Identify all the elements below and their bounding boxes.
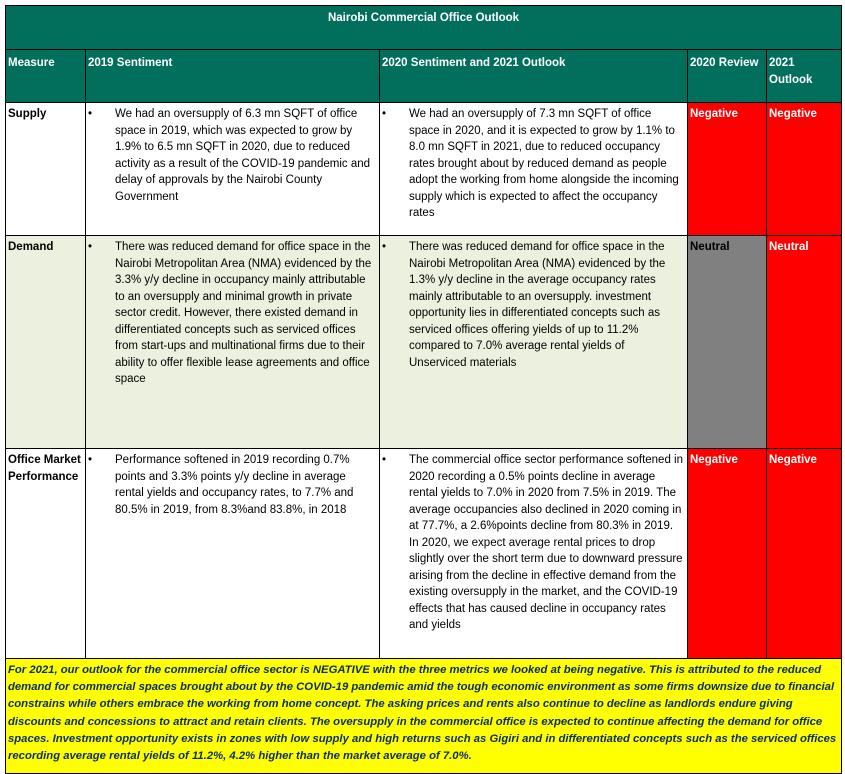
measure-cell: Office Market Performance [6, 449, 86, 659]
header-2020-review: 2020 Review [688, 50, 767, 103]
sentiment-2019-cell [86, 449, 380, 659]
sentiment-2019-cell [86, 103, 380, 236]
sentiment-2020-cell [380, 103, 688, 236]
sentiment-text: The commercial office sector performance softened in 2020 recording a 0.5% points decline in average rental yields to 7.0% in 2020 from 7.5% in 2019. The average occupancies also declined in 2020 coming in at 77.7%, a 2.6%points decline from 80.3% in 2019. In 2020, we expect average rental prices to drop slightly over the short term due to downward pressure arising from the decline in effective demand from the existing oversupply in the market, and the COVID-19 effects that has caused decline in occupancy rates and yields [409, 454, 683, 631]
header-2020-sentiment: 2020 Sentiment and 2021 Outlook [380, 50, 688, 103]
header-2019-sentiment: 2019 Sentiment [86, 50, 380, 103]
measure-cell: Demand [6, 236, 86, 449]
bullet-icon: • [382, 454, 387, 466]
sentiment-text: There was reduced demand for office space in the Nairobi Metropolitan Area (NMA) evidenced by the 3.3% y/y decline in occupancy mainly attributable to an oversupply and minimal growth in private sector credit. However, there existed demand in differentiated concepts such as serviced offices from start-ups and multinational firms due to their ability to offer flexible lease agreements and office space [115, 241, 372, 385]
summary-text: For 2021, our outlook for the commercial office sector is NEGATIVE with the three metrics we looked at being negative. This is attributed to the reduced demand for commercial spaces brought about by the COVID-19 pandemic amid the tough economic environment as some firms downsize due to financial constrains while others embrace the working from home concept. The asking prices and rents also continue to decline as landlords endure giving discounts and concessions to attract and retain clients. The oversupply in the commercial office is expected to continue affecting the demand for office spaces. Investment opportunity exists in zones with low supply and high returns such as Gigiri and in differentiated concepts such as the serviced offices recording average rental yields of 11.2%, 4.2% higher than the market average of 7.0%. [6, 659, 842, 774]
review-2020-badge: Neutral [688, 236, 767, 449]
table-title: Nairobi Commercial Office Outlook [6, 6, 842, 50]
review-2020-badge: Negative [688, 103, 767, 236]
header-row [6, 50, 842, 103]
sentiment-2019-cell [86, 236, 380, 449]
sentiment-2020-cell [380, 236, 688, 449]
table-row-performance [6, 449, 842, 659]
header-measure: Measure [6, 50, 86, 103]
title-row [6, 6, 842, 50]
sentiment-2020-cell [380, 449, 688, 659]
bullet-icon: • [88, 241, 93, 253]
bullet-icon: • [382, 241, 387, 253]
office-outlook-table [5, 5, 842, 774]
bullet-icon: • [88, 108, 93, 120]
table-row-supply [6, 103, 842, 236]
sentiment-text: We had an oversupply of 7.3 mn SQFT of office space in 2020, and it is expected to grow by 1.1% to 8.0 mn SQFT in 2021, due to reduced occupancy rates brought about by reduced demand as people adopt the working from home alongside the incoming supply which is expected to affect the occupancy rates [409, 108, 679, 219]
table-row-demand [6, 236, 842, 449]
header-2021-outlook: 2021 Outlook [767, 50, 842, 103]
outlook-2021-badge: Negative [767, 103, 842, 236]
outlook-2021-badge: Neutral [767, 236, 842, 449]
sentiment-text: There was reduced demand for office space in the Nairobi Metropolitan Area (NMA) evidenced by the 1.3% y/y decline in the average occupancy rates mainly attributable to an oversupply. investment opportunity lies in differentiated concepts such as serviced offices offering yields of up to 11.2% compared to 7.0% average rental yields of Unserviced materials [409, 241, 666, 369]
bullet-icon: • [382, 108, 387, 120]
measure-cell: Supply [6, 103, 86, 236]
sentiment-text: Performance softened in 2019 recording 0.7% points and 3.3% points y/y decline in average rental yields and occupancy rates, to 7.7% and 80.5% in 2019, from 8.3%and 83.8%, in 2018 [115, 454, 354, 516]
sentiment-text: We had an oversupply of 6.3 mn SQFT of office space in 2019, which was expected to grow by 1.9% to 6.5 mn SQFT in 2020, due to reduced activity as a result of the COVID-19 pandemic and delay of approvals by the Nairobi County Government [115, 108, 371, 203]
summary-row [6, 659, 842, 774]
bullet-icon: • [88, 454, 93, 466]
outlook-2021-badge: Negative [767, 449, 842, 659]
review-2020-badge: Negative [688, 449, 767, 659]
